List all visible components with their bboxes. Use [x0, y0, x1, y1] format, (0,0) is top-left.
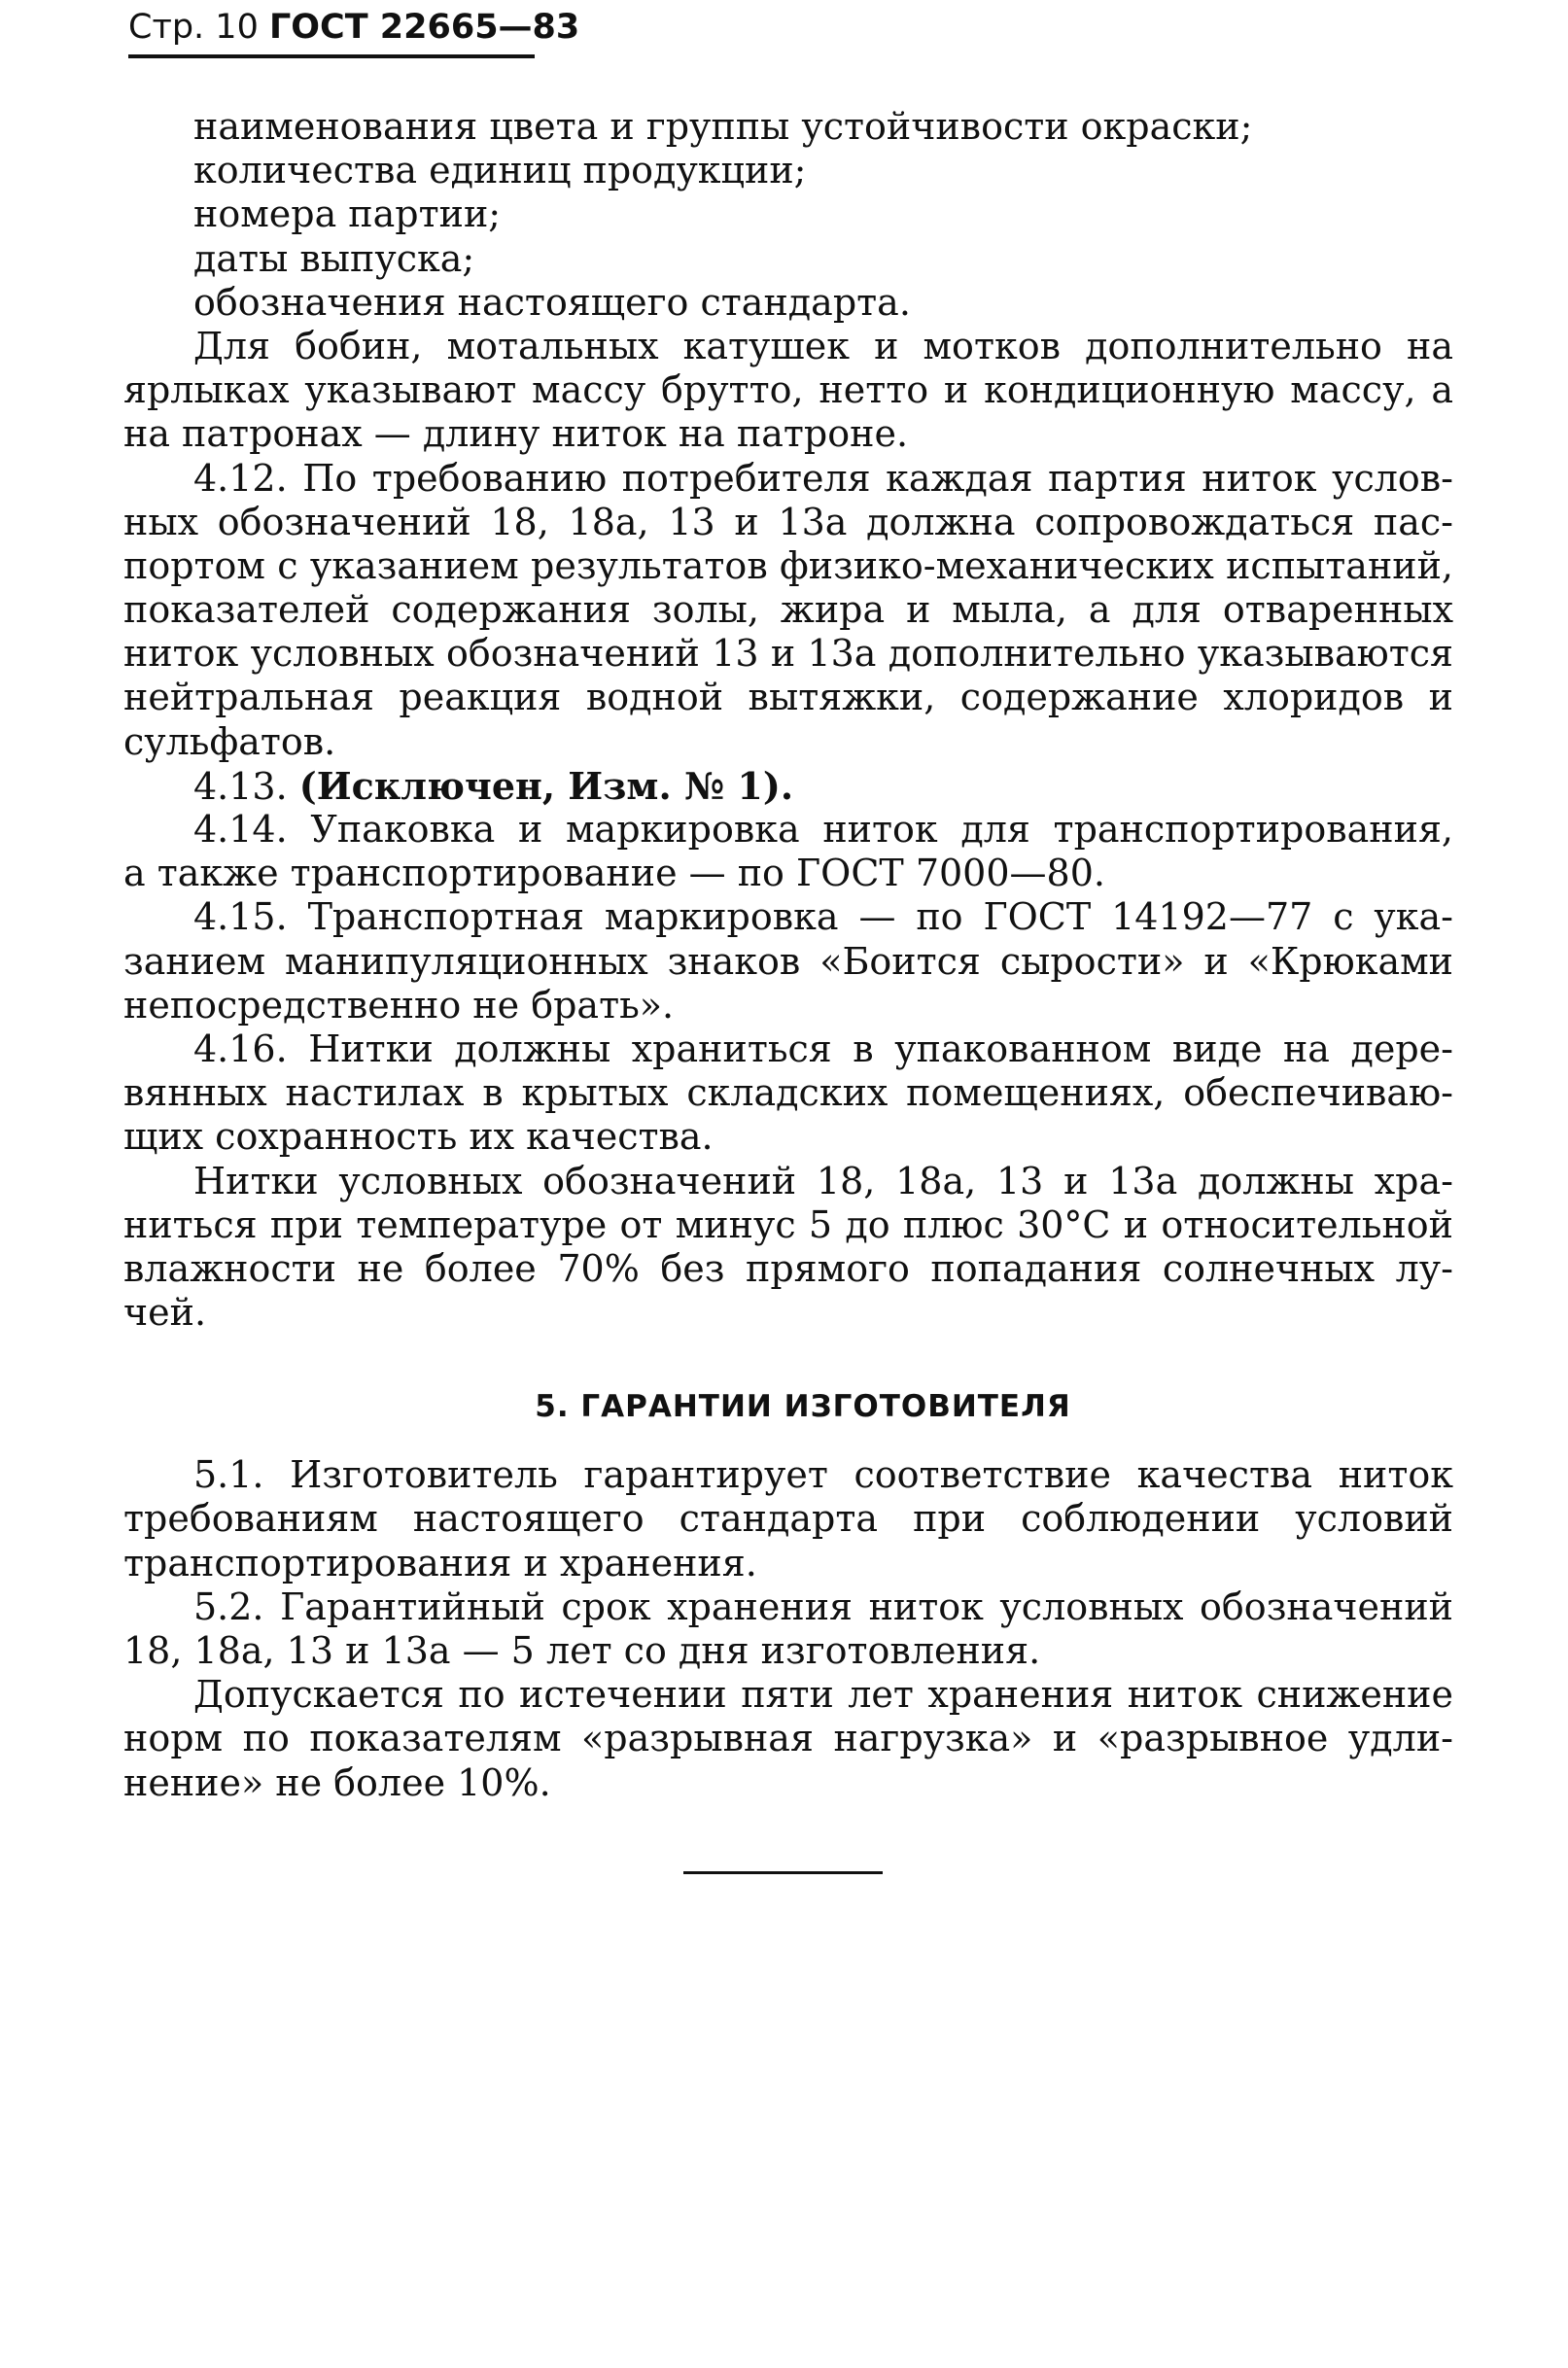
text-line: а также транспортирование — по ГОСТ 7000—80.	[123, 852, 1105, 895]
clause-number: 4.13.	[193, 764, 288, 808]
text-line: Допускается по истечении пяти лет хранения ниток снижение	[193, 1673, 1453, 1717]
paragraph-guarantee-extra	[123, 1673, 1453, 1805]
clause-4-12	[123, 457, 1453, 764]
text-line: влажности не более 70% без прямого попадания солнечных лу-	[123, 1246, 1453, 1290]
text-line: сульфатов.	[123, 719, 336, 763]
text-line: портом с указанием результатов физико-механических испытаний,	[123, 543, 1453, 587]
list-item: даты выпуска;	[193, 236, 475, 280]
section-title: 5. ГАРАНТИИ ИЗГОТОВИТЕЛЯ	[535, 1389, 1071, 1425]
paragraph-storage-conditions	[123, 1160, 1453, 1336]
header-rule	[128, 54, 535, 58]
text-line: транспортирования и хранения.	[123, 1541, 757, 1584]
clause-4-16	[123, 1027, 1453, 1160]
list-item: обозначения настоящего стандарта.	[193, 280, 911, 324]
text-line: нейтральная реакция водной вытяжки, содержание хлоридов и	[123, 676, 1453, 719]
text-line: Для бобин, мотальных катушек и мотков дополнительно на	[193, 324, 1453, 367]
text-line: норм по показателям «разрывная нагрузка» и «разрывное удли-	[123, 1717, 1453, 1760]
clause-4-13	[123, 764, 1453, 808]
list-item: номера партии;	[193, 192, 502, 236]
text-line: занием манипуляционных знаков «Боится сырости» и «Крюками	[123, 939, 1453, 983]
text-line: на патронах — длину ниток на патроне.	[123, 412, 909, 456]
text-line: показателей содержания золы, жира и мыла, а для отваренных	[123, 588, 1453, 632]
text-line: 18, 18а, 13 и 13а — 5 лет со дня изготовления.	[123, 1629, 1041, 1672]
text-line: щих сохранность их качества.	[123, 1115, 714, 1159]
page-header	[128, 6, 579, 49]
standard-designation: ГОСТ 22665—83	[268, 8, 580, 47]
end-of-document-rule	[683, 1871, 883, 1874]
text-line: непосредственно не брать».	[123, 983, 675, 1027]
marking-list-tail	[123, 105, 1453, 325]
text-line: 4.12. По требованию потребителя каждая партия ниток услов-	[193, 456, 1453, 500]
clause-excluded-note: (Исключен, Изм. № 1).	[298, 763, 794, 808]
text-line: ярлыках указывают массу брутто, нетто и кондиционную массу, а	[123, 368, 1453, 412]
list-item: наименования цвета и группы устойчивости окраски;	[193, 105, 1253, 148]
text-line: 4.15. Транспортная маркировка — по ГОСТ 14192—77 с ука-	[193, 895, 1453, 939]
paragraph-bobbins	[123, 325, 1453, 457]
clause-5-1	[123, 1453, 1453, 1585]
text-line: нение» не более 10%.	[123, 1760, 551, 1804]
text-line: чей.	[123, 1291, 207, 1335]
text-line: 4.16. Нитки должны храниться в упакованном виде на дере-	[193, 1027, 1453, 1070]
text-line: 4.14. Упаковка и маркировка ниток для транспортирования,	[193, 808, 1453, 851]
clause-5-2	[123, 1585, 1453, 1673]
list-item: количества единиц продукции;	[193, 149, 807, 192]
clause-4-14	[123, 808, 1453, 895]
text-line: требованиям настоящего стандарта при соблюдении условий	[123, 1497, 1453, 1541]
text-line: ниток условных обозначений 13 и 13а дополнительно указываются	[123, 632, 1453, 676]
text-line: 5.2. Гарантийный срок хранения ниток условных обозначений	[193, 1584, 1453, 1628]
text-line: ниться при температуре от минус 5 до плюс 30°С и относительной	[123, 1202, 1453, 1246]
text-line: ных обозначений 18, 18а, 13 и 13а должна сопровождаться пас-	[123, 500, 1453, 543]
page-body	[123, 105, 1453, 1805]
text-line: вянных настилах в крытых складских помещениях, обеспечиваю-	[123, 1071, 1453, 1115]
page-number: Стр. 10	[128, 8, 259, 47]
clause-4-15	[123, 895, 1453, 1027]
text-line: Нитки условных обозначений 18, 18а, 13 и 13а должны хра-	[193, 1159, 1453, 1202]
text-line: 5.1. Изготовитель гарантирует соответствие качества ниток	[193, 1453, 1453, 1497]
